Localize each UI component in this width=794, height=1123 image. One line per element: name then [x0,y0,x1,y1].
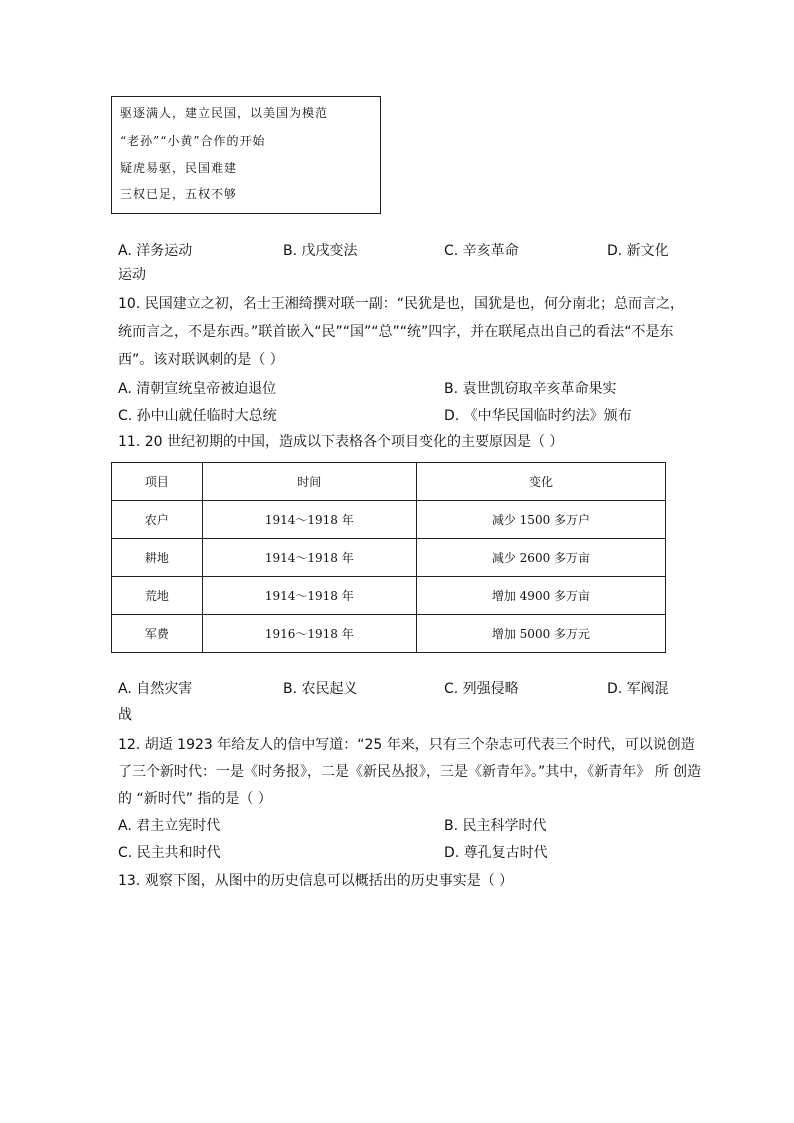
table-cell: 军费 [112,615,203,653]
table-cell: 1916～1918 年 [202,615,416,653]
q9-quote-line-4: 三权已足，五权不够 [120,187,238,201]
q10-option-b[interactable]: B. 袁世凯窃取辛亥革命果实 [444,381,617,397]
q9-quote-line-1: 驱逐满人，建立民国，以美国为模范 [120,106,329,120]
q11-option-a[interactable]: A. 自然灾害 [118,681,193,697]
table-header-cell: 时间 [202,463,416,501]
table-cell: 耕地 [112,539,203,577]
table-cell: 荒地 [112,577,203,615]
q12-stem-line-2: 了三个新时代：一是《时务报》，二是《新民丛报》，三是《新青年》。”其中，《新青年》 所 创造 [118,764,702,780]
table-header-cell: 项目 [112,463,203,501]
q12-option-b[interactable]: B. 民主科学时代 [444,818,547,834]
q11-stem: 11. 20 世纪初期的中国，造成以下表格各个项目变化的主要原因是（ ） [118,434,564,450]
table-row [112,615,666,653]
q11-option-b[interactable]: B. 农民起义 [283,681,358,697]
table-row [112,577,666,615]
q10-stem-line-2: 统而言之，不是东西。”联首嵌入“民”“国”“总”“统”四字，并在联尾点出自己的看法“不是东 [118,324,674,340]
q11-option-c[interactable]: C. 列强侵略 [444,681,519,697]
table-cell: 减少 1500 多万户 [416,501,665,539]
table-cell: 1914～1918 年 [202,577,416,615]
table-cell: 减少 2600 多万亩 [416,539,665,577]
q10-stem-line-3: 西”。该对联讽刺的是（ ） [118,352,284,368]
q9-option-b[interactable]: B. 戊戌变法 [283,243,358,259]
table-cell: 1914～1918 年 [202,501,416,539]
q11-option-d-wrap: 战 [118,707,132,723]
q11-data-table [111,462,666,653]
q10-option-c[interactable]: C. 孙中山就任临时大总统 [118,408,277,424]
q11-option-d[interactable]: D. 军阀混 [607,681,669,697]
table-header-cell: 变化 [416,463,665,501]
table-cell: 1914～1918 年 [202,539,416,577]
q10-option-a[interactable]: A. 清朝宣统皇帝被迫退位 [118,381,277,397]
table-row [112,539,666,577]
q9-option-a[interactable]: A. 洋务运动 [118,243,193,259]
q13-stem: 13. 观察下图，从图中的历史信息可以概括出的历史事实是（ ） [118,873,514,889]
table-cell: 增加 4900 多万亩 [416,577,665,615]
q9-quote-line-3: 疑虎易驱，民国难建 [120,161,238,175]
q12-stem-line-1: 12. 胡适 1923 年给友人的信中写道：“25 年来，只有三个杂志可代表三个时代，可以说创造 [118,737,695,753]
q10-stem-line-1: 10. 民国建立之初，名士王湘绮撰对联一副：“民犹是也，国犹是也，何分南北；总而言之， [118,296,684,312]
table-header-row [112,463,666,501]
table-cell: 增加 5000 多万元 [416,615,665,653]
table-row [112,501,666,539]
q9-option-c[interactable]: C. 辛亥革命 [444,243,519,259]
q9-quote-box [111,96,381,214]
q9-quote-line-2: “老孙”“小黄”合作的开始 [120,134,266,148]
q9-option-d[interactable]: D. 新文化 [607,243,669,259]
q10-option-d[interactable]: D. 《中华民国临时约法》颁布 [444,408,632,424]
q12-stem-line-3: 的 “新时代” 指的是（ ） [118,791,272,807]
q9-option-d-wrap: 运动 [118,267,146,283]
q12-option-a[interactable]: A. 君主立宪时代 [118,818,221,834]
q12-option-c[interactable]: C. 民主共和时代 [118,845,221,861]
table-cell: 农户 [112,501,203,539]
q12-option-d[interactable]: D. 尊孔复古时代 [444,845,548,861]
